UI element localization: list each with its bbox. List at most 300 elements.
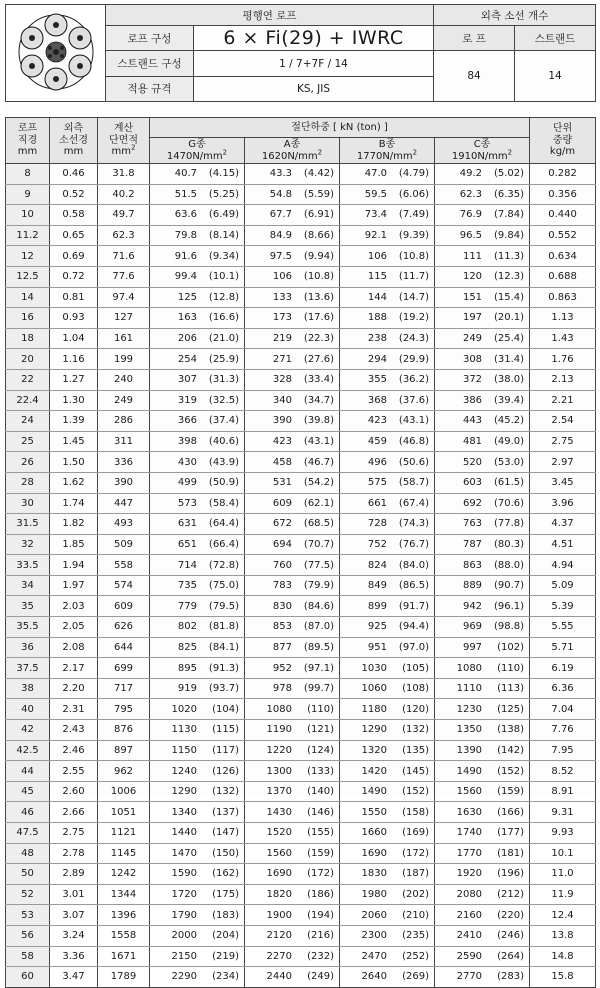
cell-unit-weight: 0.688 [548,271,577,283]
cell-grade-a [245,678,340,699]
table-row [6,802,596,823]
cell-unit-weight: 13.8 [551,930,574,942]
cell-grade-a-ton: (249) [307,971,334,983]
cell-grade-b-ton: (187) [402,868,429,880]
cell-cross-section-area: 897 [113,744,134,756]
cell-grade-c [435,328,530,349]
cell-grade-c-ton: (38.0) [493,374,525,386]
cell-cross-section-area: 390 [113,477,134,489]
cell-outer-wire-diameter: 3.36 [62,950,85,962]
cell-unit-weight: 0.634 [548,250,577,262]
cell-grade-g [150,781,245,802]
cell-grade-b-ton: (145) [402,765,429,777]
cell-grade-g [150,802,245,823]
cell-grade-g-kn: 802 [177,621,197,633]
table-row [6,761,596,782]
cell-grade-c-kn: 889 [462,580,483,592]
cell-rope-diameter: 8 [24,168,31,180]
cell-grade-g-kn: 307 [177,374,197,386]
cell-unit-weight: 14.8 [551,950,574,962]
cell-unit-weight: 8.52 [551,765,574,777]
cell-grade-g-ton: (25.9) [208,353,239,365]
cell-grade-b-kn: 1180 [361,703,387,715]
cell-grade-b [340,761,435,782]
cell-grade-b [340,720,435,741]
cell-rope-diameter: 42 [21,724,34,736]
cell-grade-c-kn: 111 [462,250,483,262]
cell-grade-c-kn: 308 [462,353,483,365]
cell-grade-c [435,781,530,802]
cell-grade-c-kn: 863 [462,559,483,571]
cell-grade-g [150,452,245,473]
cell-grade-g-kn: 1720 [171,889,197,901]
cell-grade-g [150,823,245,844]
cell-grade-a-kn: 1370 [266,786,292,798]
cell-rope-diameter: 45 [21,786,34,798]
cell-grade-c [435,308,530,329]
cell-grade-g-ton: (234) [212,971,239,983]
cell-grade-b [340,390,435,411]
cell-outer-wire-diameter: 0.69 [62,250,85,262]
cell-grade-g [150,287,245,308]
cell-unit-weight: 11.9 [551,889,574,901]
cell-grade-c [435,411,530,432]
cell-grade-a-kn: 2440 [266,971,292,983]
cell-grade-c-ton: (11.3) [493,250,525,262]
cell-grade-g [150,308,245,329]
cell-cross-section-area: 609 [113,600,134,612]
table-row [6,637,596,658]
cell-cross-section-area: 161 [113,333,134,345]
cell-grade-g-ton: (9.34) [208,250,239,262]
cell-grade-c [435,678,530,699]
cell-grade-g [150,617,245,638]
outer-strand-value: 14 [515,51,596,102]
cell-cross-section-area: 49.7 [112,209,135,221]
cell-grade-g-ton: (183) [212,909,239,921]
cell-grade-b-ton: (269) [402,971,429,983]
cell-grade-g-kn: 631 [177,518,197,530]
cell-grade-g [150,946,245,967]
cell-cross-section-area: 1006 [110,786,137,798]
cell-unit-weight: 2.97 [551,456,574,468]
cell-grade-b [340,884,435,905]
cell-grade-b-kn: 368 [367,394,387,406]
cell-grade-g [150,864,245,885]
cell-grade-c [435,205,530,226]
cell-grade-g [150,575,245,596]
cell-grade-b-ton: (24.3) [398,333,429,345]
cell-grade-c [435,472,530,493]
cell-grade-a-ton: (34.7) [303,394,334,406]
cell-grade-b-ton: (4.79) [398,168,429,180]
cell-grade-c-kn: 2160 [456,909,483,921]
cell-cross-section-area: 1121 [110,827,137,839]
cell-outer-wire-diameter: 1.50 [62,456,85,468]
table-row [6,534,596,555]
cell-unit-weight: 0.552 [548,230,577,242]
cell-unit-weight: 1.43 [551,333,574,345]
table-row [6,411,596,432]
cell-grade-g [150,369,245,390]
cell-cross-section-area: 493 [113,518,134,530]
cell-grade-c-ton: (20.1) [493,312,525,324]
cell-unit-weight: 0.863 [548,291,577,303]
cell-grade-c-kn: 2410 [456,930,483,942]
table-row [6,246,596,267]
cell-grade-b [340,349,435,370]
cell-grade-c-ton: (6.35) [493,188,525,200]
cell-grade-c-kn: 763 [462,518,483,530]
cell-grade-a [245,452,340,473]
cell-rope-diameter: 25 [21,436,34,448]
cell-grade-c-kn: 1560 [456,786,483,798]
cell-grade-g-kn: 40.7 [174,168,197,180]
cell-grade-c-ton: (113) [497,683,525,695]
cell-grade-g-kn: 1130 [171,724,197,736]
cell-cross-section-area: 199 [113,353,134,365]
cell-unit-weight: 3.96 [551,497,574,509]
cell-grade-c [435,925,530,946]
cell-rope-diameter: 30 [21,497,34,509]
table-row [6,864,596,885]
cell-grade-b-ton: (152) [402,786,429,798]
cell-grade-b-ton: (202) [402,889,429,901]
cell-grade-b-kn: 824 [367,559,387,571]
cell-grade-b-ton: (132) [402,724,429,736]
cell-unit-weight: 4.51 [551,538,574,550]
cell-grade-c-kn: 151 [462,291,483,303]
cell-grade-c [435,493,530,514]
cell-grade-b-ton: (210) [402,909,429,921]
cell-grade-b [340,946,435,967]
cell-grade-g-ton: (115) [212,724,239,736]
cell-grade-b-ton: (43.1) [398,415,429,427]
cell-grade-g [150,678,245,699]
cell-grade-g-ton: (81.8) [208,621,239,633]
cell-grade-c [435,246,530,267]
cell-rope-diameter: 31.5 [16,518,39,530]
table-row [6,349,596,370]
cell-grade-b-kn: 1060 [361,683,387,695]
cell-grade-g [150,328,245,349]
cell-grade-a [245,761,340,782]
table-row [6,658,596,679]
cell-unit-weight: 7.95 [551,744,574,756]
cell-grade-c-ton: (96.1) [493,600,525,612]
outer-wire-diameter-header: 외측 소선경 mm [50,118,98,164]
cell-outer-wire-diameter: 1.39 [62,415,85,427]
cell-grade-a-kn: 2120 [266,930,292,942]
cell-grade-g-kn: 1470 [171,847,197,859]
grade-a-header: A종 $1620N/mm^2$ [245,138,340,164]
cell-rope-diameter: 47.5 [16,827,39,839]
spec-header-table [5,4,596,102]
cell-grade-g [150,699,245,720]
cell-rope-diameter: 58 [21,950,34,962]
cell-grade-c-kn: 49.2 [459,168,483,180]
table-row [6,699,596,720]
cell-grade-b-kn: 294 [367,353,387,365]
cell-grade-g-kn: 430 [177,456,197,468]
cell-grade-b-ton: (108) [402,683,429,695]
cell-grade-a-kn: 1080 [266,703,292,715]
cell-grade-c [435,946,530,967]
cell-grade-a-ton: (146) [307,806,334,818]
cell-grade-c-kn: 520 [462,456,483,468]
cell-grade-g-kn: 1590 [171,868,197,880]
cell-grade-c-ton: (39.4) [493,394,525,406]
cell-grade-g-kn: 895 [177,662,197,674]
cell-grade-a [245,246,340,267]
table-row [6,472,596,493]
cell-grade-g-kn: 1150 [171,744,197,756]
table-row [6,905,596,926]
cell-grade-b [340,287,435,308]
cell-grade-c [435,823,530,844]
cell-rope-diameter: 26 [21,456,34,468]
table-row [6,287,596,308]
cell-grade-c-kn: 372 [462,374,483,386]
cell-outer-wire-diameter: 2.75 [62,827,85,839]
cell-grade-b-ton: (97.0) [398,641,429,653]
cell-grade-b [340,411,435,432]
cell-grade-a [245,472,340,493]
cell-grade-g-kn: 1020 [171,703,197,715]
cell-grade-b [340,637,435,658]
cell-grade-b-ton: (7.49) [398,209,429,221]
cell-grade-a [245,225,340,246]
cell-grade-a-kn: 978 [272,683,292,695]
cell-grade-g-kn: 1290 [171,786,197,798]
cell-grade-a-kn: 783 [272,580,292,592]
cell-grade-b [340,740,435,761]
cell-grade-a-ton: (99.7) [303,683,334,695]
cell-rope-diameter: 35.5 [16,621,39,633]
cell-grade-b-kn: 728 [367,518,387,530]
cell-grade-b [340,225,435,246]
cell-grade-g-kn: 779 [177,600,197,612]
cell-grade-c [435,658,530,679]
cell-grade-a-kn: 1430 [266,806,292,818]
cell-grade-c-ton: (12.3) [493,271,525,283]
cell-grade-a-kn: 106 [272,271,292,283]
cell-grade-c [435,575,530,596]
cell-grade-b-kn: 1030 [361,662,387,674]
cell-cross-section-area: 699 [113,662,134,674]
cell-grade-c-kn: 1080 [456,662,483,674]
cell-rope-diameter: 52 [21,889,34,901]
cell-grade-a-kn: 1190 [266,724,292,736]
cell-grade-a-ton: (172) [307,868,334,880]
cell-grade-c [435,184,530,205]
cell-rope-diameter: 22.4 [16,394,39,406]
cell-grade-b [340,493,435,514]
cell-grade-a-kn: 830 [272,600,292,612]
cell-cross-section-area: 574 [113,580,134,592]
cell-grade-a [245,514,340,535]
cell-grade-g [150,843,245,864]
cell-grade-g-kn: 63.6 [174,209,197,221]
cell-grade-c-ton: (166) [497,806,525,818]
cell-grade-a-kn: 1560 [266,847,292,859]
cell-grade-b [340,472,435,493]
cell-grade-b-ton: (91.7) [398,600,429,612]
cell-grade-g [150,184,245,205]
cell-grade-a-kn: 43.3 [269,168,292,180]
cell-grade-g-ton: (137) [212,806,239,818]
cell-grade-c-ton: (138) [497,724,525,736]
cell-grade-g-ton: (162) [212,868,239,880]
cell-grade-c [435,761,530,782]
cell-grade-g-ton: (10.1) [208,271,239,283]
cell-cross-section-area: 626 [113,621,134,633]
cell-grade-g [150,637,245,658]
cell-cross-section-area: 962 [113,765,134,777]
cell-grade-a-ton: (159) [307,847,334,859]
cell-grade-a-ton: (194) [307,909,334,921]
cell-grade-c-kn: 443 [462,415,483,427]
cell-grade-g [150,411,245,432]
cell-grade-c-kn: 1740 [456,827,483,839]
cell-grade-b [340,308,435,329]
cell-grade-b-ton: (169) [402,827,429,839]
cell-cross-section-area: 1789 [110,971,137,983]
cell-grade-b-kn: 1550 [361,806,387,818]
cell-grade-c-kn: 942 [462,600,483,612]
cell-grade-a-ton: (8.66) [303,230,334,242]
cell-grade-g-ton: (31.3) [208,374,239,386]
cell-grade-b [340,328,435,349]
cell-grade-c-ton: (196) [497,868,525,880]
cell-grade-g-kn: 573 [177,497,197,509]
cell-grade-g-ton: (21.0) [208,333,239,345]
cell-outer-wire-diameter: 2.08 [62,641,85,653]
cell-grade-c-ton: (220) [497,909,525,921]
cell-grade-b [340,431,435,452]
cell-grade-a-ton: (46.7) [303,456,334,468]
cell-grade-b [340,369,435,390]
cell-grade-a-ton: (70.7) [303,538,334,550]
cell-grade-a-ton: (155) [307,827,334,839]
cell-grade-c-kn: 76.9 [459,209,483,221]
cell-grade-g-kn: 2290 [171,971,197,983]
cell-grade-c-kn: 1490 [456,765,483,777]
cell-grade-c [435,534,530,555]
cell-grade-b-kn: 925 [367,621,387,633]
cell-outer-wire-diameter: 1.30 [62,394,85,406]
cell-grade-c [435,802,530,823]
cell-outer-wire-diameter: 3.24 [62,930,85,942]
table-row [6,225,596,246]
cell-grade-c-ton: (142) [497,744,525,756]
cell-grade-c-kn: 1350 [456,724,483,736]
cell-grade-b [340,164,435,185]
cell-grade-c-ton: (31.4) [493,353,525,365]
cell-outer-wire-diameter: 2.03 [62,600,85,612]
cell-outer-wire-diameter: 2.60 [62,786,85,798]
cell-grade-a-ton: (124) [307,744,334,756]
cell-cross-section-area: 644 [113,641,134,653]
cell-grade-a-ton: (79.9) [303,580,334,592]
cell-grade-c [435,884,530,905]
cell-grade-a-ton: (27.6) [303,353,334,365]
cell-grade-b [340,658,435,679]
cell-cross-section-area: 558 [113,559,134,571]
cell-grade-g [150,761,245,782]
cell-grade-g [150,225,245,246]
cell-grade-g-ton: (219) [212,950,239,962]
cell-grade-g-ton: (84.1) [208,641,239,653]
cell-grade-a-ton: (13.6) [303,291,334,303]
cell-unit-weight: 9.93 [551,827,574,839]
cell-grade-c-ton: (283) [497,971,525,983]
cell-cross-section-area: 717 [113,683,134,695]
cell-grade-a-ton: (17.6) [303,312,334,324]
cell-grade-a [245,699,340,720]
cell-cross-section-area: 509 [113,538,134,550]
cell-cross-section-area: 40.2 [112,188,135,200]
cell-outer-wire-diameter: 3.47 [62,971,85,983]
cell-grade-c [435,596,530,617]
cell-cross-section-area: 1558 [110,930,137,942]
cell-grade-a [245,802,340,823]
cell-grade-g-ton: (91.3) [208,662,239,674]
cell-grade-b-kn: 144 [367,291,387,303]
cell-grade-b-kn: 575 [367,477,387,489]
cell-grade-c-kn: 2590 [456,950,483,962]
cell-grade-c-kn: 249 [462,333,483,345]
cell-grade-c [435,967,530,988]
cell-outer-wire-diameter: 1.16 [62,353,85,365]
cell-grade-g-ton: (72.8) [208,559,239,571]
cell-grade-g-kn: 735 [177,580,197,592]
cell-grade-b-ton: (172) [402,847,429,859]
cell-grade-g-kn: 2000 [171,930,197,942]
cell-grade-a [245,205,340,226]
cell-grade-g-ton: (147) [212,827,239,839]
cell-grade-g [150,514,245,535]
cell-grade-g [150,431,245,452]
cell-grade-g-ton: (4.15) [208,168,239,180]
cell-cross-section-area: 1051 [110,806,137,818]
cell-grade-a-ton: (5.59) [303,188,334,200]
cell-grade-b-ton: (19.2) [398,312,429,324]
cell-grade-b [340,678,435,699]
cell-grade-a [245,431,340,452]
cell-grade-g-ton: (32.5) [208,394,239,406]
cell-grade-g [150,720,245,741]
cell-grade-b-ton: (29.9) [398,353,429,365]
table-row [6,967,596,988]
cross-section-area-header: 계산 단면적 $mm^2$ [98,118,150,164]
standard-label: 적용 규격 [106,76,194,101]
cell-unit-weight: 2.21 [551,394,574,406]
cell-grade-a [245,266,340,287]
cell-grade-b [340,534,435,555]
cell-grade-a-kn: 672 [272,518,292,530]
cell-grade-a-ton: (186) [307,889,334,901]
cell-cross-section-area: 71.6 [112,250,135,262]
cell-grade-g [150,493,245,514]
cell-grade-c-ton: (15.4) [493,291,525,303]
cell-rope-diameter: 10 [21,209,34,221]
cell-grade-g-ton: (150) [212,847,239,859]
cell-grade-c-ton: (98.8) [493,621,525,633]
cell-grade-g [150,596,245,617]
cell-grade-b-kn: 459 [367,436,387,448]
cell-grade-b-ton: (120) [402,703,429,715]
